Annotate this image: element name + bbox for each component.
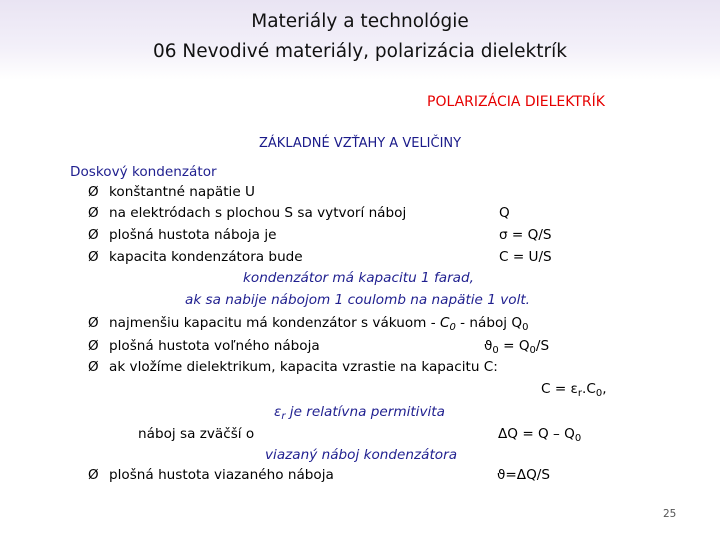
comma: ,	[602, 381, 607, 397]
c0-subscript: 0	[449, 322, 456, 333]
per-s: /S	[535, 338, 550, 354]
formula-c-eps	[541, 379, 607, 404]
note-coulomb-volt: ak sa nabije nábojom 1 coulomb na napätie 1 volt.	[185, 292, 531, 308]
slide-title-line1: Materiály a technológie	[251, 11, 469, 32]
bullet-arrow-icon: Ø	[88, 249, 99, 265]
theta-subscript: 0	[492, 345, 499, 356]
formula-q: Q	[499, 205, 510, 221]
q0-subscript: 0	[522, 322, 529, 333]
eq-q: = Q	[498, 338, 530, 354]
formula-capacitance: C = U/S	[499, 249, 552, 265]
theta-symbol: ϑ	[484, 338, 493, 354]
bullet-arrow-icon: Ø	[88, 359, 99, 375]
bullet-arrow-icon: Ø	[88, 205, 99, 221]
bullet-dielectric: ak vložíme dielektrikum, kapacita vzrastie na kapacitu C:	[109, 359, 498, 375]
bound-charge-note: viazaný náboj kondenzátora	[265, 447, 458, 463]
bullet-arrow-icon: Ø	[88, 338, 99, 354]
bullet-surface-density: plošná hustota náboja je	[109, 227, 277, 243]
q0-text: - náboj Q	[455, 315, 523, 331]
bullet-arrow-icon: Ø	[88, 467, 99, 483]
bullet-capacitance: kapacita kondenzátora bude	[109, 249, 303, 265]
bullet-constant-voltage: konštantné napätie U	[109, 184, 255, 200]
formula-sigma: σ = Q/S	[499, 227, 552, 243]
page-number: 25	[663, 508, 677, 520]
c0-mult: .C	[582, 381, 596, 397]
bullet-free-charge-density: plošná hustota voľného náboja	[109, 338, 320, 354]
heading-capacitor: Doskový kondenzátor	[70, 164, 217, 180]
delta-q-subscript: 0	[574, 433, 582, 444]
bullet-vacuum-capacitor	[109, 313, 528, 338]
vacuum-text: najmenšiu kapacitu má kondenzátor s vákuom -	[109, 315, 440, 331]
header-band	[0, 0, 720, 80]
eps-r-sub: r	[577, 388, 582, 399]
formula-bound-density: ϑ=ΔQ/S	[497, 467, 551, 483]
bullet-arrow-icon: Ø	[88, 227, 99, 243]
c0-symbol: C	[439, 315, 450, 331]
eps-subscript: r	[281, 411, 286, 422]
c0-sub: 0	[595, 388, 603, 399]
delta-q-text: ΔQ = Q – Q	[498, 426, 575, 442]
bullet-electrode-charge: na elektródach s plochou S sa vytvorí náboj	[109, 205, 407, 221]
bullet-bound-charge-density: plošná hustota viazaného náboja	[109, 467, 334, 483]
section-title: POLARIZÁCIA DIELEKTRÍK	[427, 94, 605, 110]
formula-delta-q	[498, 424, 581, 449]
subheading: ZÁKLADNÉ VZŤAHY A VELIČINY	[259, 136, 462, 151]
q-subscript: 0	[529, 345, 536, 356]
c-eq: C = ε	[541, 381, 578, 397]
relative-permittivity-note	[274, 402, 445, 427]
slide-title-line2: 06 Nevodivé materiály, polarizácia dielektrík	[152, 41, 567, 62]
charge-increase-text: náboj sa zväčší o	[138, 426, 255, 442]
eps-symbol: ε	[274, 404, 282, 420]
bullet-arrow-icon: Ø	[88, 315, 99, 331]
permittivity-text: je relatívna permitivita	[285, 404, 445, 420]
note-farad: kondenzátor má kapacitu 1 farad,	[243, 270, 474, 286]
bullet-arrow-icon: Ø	[88, 184, 99, 200]
